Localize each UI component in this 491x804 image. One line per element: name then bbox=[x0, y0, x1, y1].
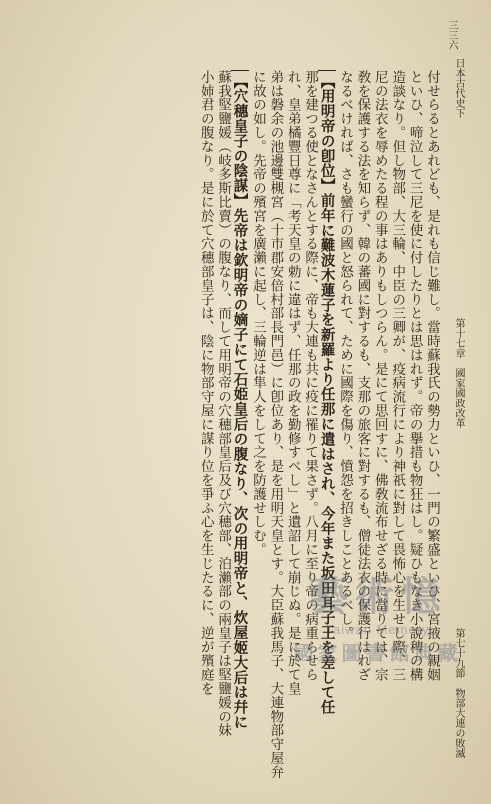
text-column: 敎を保護する法を知らず、韓の蕃國に對するも、支那の旅客に對するも、僧徒法衣の保護行はれざ bbox=[354, 70, 371, 682]
running-head-section: 第七十九節 物部大連の敗滅 bbox=[453, 628, 464, 758]
text-column: 造談なり。但し物部、大三輪、中臣の三卿が、疫病流行により神祇に對して畏怖心を生せし際、三 bbox=[389, 70, 406, 682]
section-heading-yomei-accession: 【用明帝の卽位】前年に難波木蓮子を新羅より任那に遣はされ、今年また坂田耳子王を差して任 bbox=[318, 70, 335, 780]
library-watermark bbox=[275, 565, 480, 685]
text-column: 蘇我堅鹽媛（岐多斯比賣）の腹なり、而して用明帝の穴穗部皇后及び穴穗部、泊瀨部の兩皇子は堅鹽媛の妹 bbox=[215, 70, 232, 738]
running-head-chapter: 第十七章 國家國政改革 bbox=[453, 318, 464, 428]
running-head-book-title: 日本古代史下 bbox=[453, 58, 464, 118]
watermark-collection-text: 國家圖書館典藏 bbox=[293, 641, 462, 665]
text-column: 那を建つる使となさんとする際に、帝も大連も共に疫に罹りて果さず。八月に至り帝の病重らせら bbox=[302, 70, 319, 682]
text-column: れ、皇弟橘豐日尊に「考天皇の勅に違はず、任那の政を勤修すべし」と遺詔して崩じぬ。是に於て皇 bbox=[284, 70, 301, 696]
text-column: 弟は磐余の池邊雙槻宮（十市郡安倍村部長門邑）に卽位あり、是を用明天皇とす。大臣蘇我馬子、大連物部守屋弁 bbox=[267, 70, 284, 779]
watermark-subtitle: Taiwan Memory bbox=[325, 622, 430, 637]
watermark-main-text: 藝術憶 bbox=[308, 574, 447, 620]
text-column: に故の如し。先帝の殯宮を廣瀨に起し、三輪逆は隼人をして之を防護せしむ。 bbox=[249, 70, 266, 557]
text-column: 尼の法衣を辱めたる程の事はありもしつらん。是にて思回すに、佛敎流布せざる時に當りては、宗 bbox=[371, 70, 388, 682]
text-column: なるべければ、さも蠻行の國と怒られて、ために國際を傷り、憤怨を招きしことあるべし。 bbox=[336, 70, 353, 640]
text-column: 付せらるとあれども、是れも信じ難し。當時蘇我氏の勢力といひ、一門の繁盛といひ、宮掖の親姻 bbox=[424, 70, 440, 682]
text-column: といひ、啼泣して三尼を使に付したりとは思はれず。帝の擧措も物狂はし。疑ひもなき小說稗の構 bbox=[406, 70, 423, 682]
page-number: 三三六 bbox=[446, 20, 457, 50]
text-column: 小姉君の腹なり。是に於て穴穗部皇子は、陰に物部守屋に謀り位を爭ふ心を生じたるに、逆が殯庭を bbox=[197, 70, 214, 696]
section-heading-anaho-plot: 【穴穗皇子の陰謀】先帝は欽明帝の嫡子にて石姫皇后の腹なり、次の用明帝と、炊屋姬大后は幷に bbox=[231, 70, 248, 780]
